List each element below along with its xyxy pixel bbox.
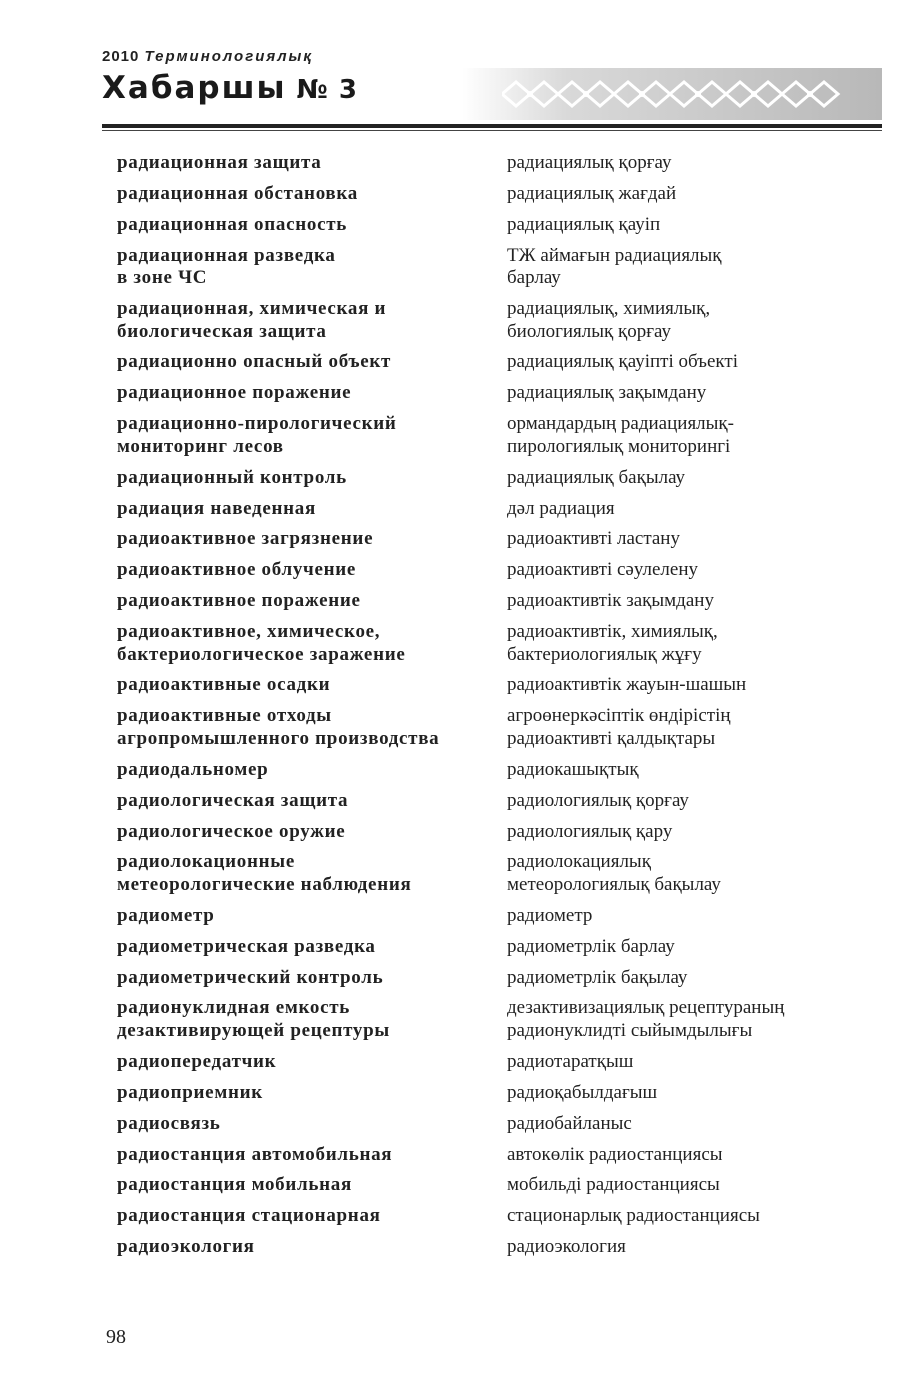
- term-ru: радиационно-пирологический мониторинг лесов: [117, 413, 397, 457]
- term-kk: радиоактивтік, химиялық, бактериологиялық жұғу: [507, 621, 718, 665]
- term-ru: радиометрический контроль: [117, 966, 384, 988]
- term-ru: радиационная опасность: [117, 213, 347, 235]
- glossary-entry: [117, 851, 857, 896]
- glossary-entry: [117, 382, 857, 405]
- ornament-band: [462, 68, 882, 120]
- term-ru: радиоактивное облучение: [117, 559, 357, 581]
- term-ru: радиодальномер: [117, 758, 269, 780]
- header-series: Терминологиялық: [144, 48, 313, 65]
- term-kk: радиокашықтық: [507, 758, 639, 780]
- page-header: [102, 44, 882, 132]
- term-kk: радиологиялық қару: [507, 820, 673, 842]
- term-kk: радиациялық жағдай: [507, 182, 677, 204]
- term-kk: радиометрлік бақылау: [507, 966, 688, 988]
- term-kk: дезактивизациялық рецептураның радионуклидті сыйымдылығы: [507, 997, 785, 1041]
- term-kk: ормандардың радиациялық- пирологиялық мониторингі: [507, 413, 734, 457]
- term-kk: радиолокациялық метеорологиялық бақылау: [507, 851, 721, 895]
- term-ru: радионуклидная емкость дезактивирующей рецептуры: [117, 997, 390, 1041]
- term-ru: радиация наведенная: [117, 497, 316, 519]
- header-year: 2010: [102, 48, 140, 65]
- term-ru: радиоактивные осадки: [117, 674, 331, 696]
- glossary-entry: [117, 498, 857, 521]
- glossary-entry: [117, 621, 857, 666]
- term-ru: радиационная разведка в зоне ЧС: [117, 244, 336, 289]
- glossary-entry: [117, 705, 857, 750]
- term-kk: радиотаратқыш: [507, 1050, 634, 1072]
- term-ru: радиометрическая разведка: [117, 935, 376, 957]
- term-kk: радиациялық қорғау: [507, 152, 672, 173]
- glossary-entry: [117, 997, 857, 1042]
- term-kk: радиобайланыс: [507, 1112, 632, 1134]
- term-ru: радиоприемник: [117, 1081, 263, 1103]
- term-ru: радиометр: [117, 904, 215, 926]
- term-kk: радиациялық, химиялық, биологиялық қорғау: [507, 298, 711, 342]
- glossary-entry: [117, 1113, 857, 1136]
- term-kk: радиоқабылдағыш: [507, 1081, 658, 1103]
- glossary-entry: [117, 1205, 857, 1228]
- glossary-entry: [117, 1236, 857, 1259]
- glossary-entry: [117, 759, 857, 782]
- glossary-entry: [117, 413, 857, 458]
- glossary-entry: [117, 821, 857, 844]
- glossary-entry: [117, 467, 857, 490]
- term-kk: радиоактивтік зақымдану: [507, 590, 714, 612]
- term-kk: радиоэкология: [507, 1236, 626, 1258]
- term-ru: радиационная обстановка: [117, 182, 358, 204]
- term-ru: радиоактивные отходы агропромышленного производства: [117, 705, 440, 749]
- term-kk: стационарлық радиостанциясы: [507, 1205, 760, 1227]
- term-kk: радиометрлік барлау: [507, 935, 675, 957]
- term-kk: радиологиялық қорғау: [507, 789, 689, 811]
- glossary-entry: [117, 590, 857, 613]
- term-ru: радиационное поражение: [117, 382, 352, 404]
- term-ru: радиационный контроль: [117, 466, 347, 488]
- term-ru: радиационная, химическая и биологическая защита: [117, 298, 387, 342]
- glossary-entry: [117, 967, 857, 990]
- term-ru: радиостанция автомобильная: [117, 1143, 393, 1165]
- glossary-entry: [117, 351, 857, 374]
- glossary-entry: [117, 152, 857, 175]
- term-ru: радиостанция стационарная: [117, 1205, 381, 1227]
- glossary-entry: [117, 298, 857, 343]
- term-ru: радиологическое оружие: [117, 820, 346, 842]
- header-year-line: [102, 48, 313, 65]
- term-kk: радиоактивті ластану: [507, 528, 680, 550]
- header-issue: № 3: [296, 75, 358, 105]
- term-ru: радиационная защита: [117, 152, 322, 173]
- glossary-entry: [117, 528, 857, 551]
- glossary-entry: [117, 559, 857, 582]
- term-ru: радиосвязь: [117, 1112, 221, 1134]
- term-kk: автокөлік радиостанциясы: [507, 1143, 723, 1165]
- term-ru: радиостанция мобильная: [117, 1174, 352, 1196]
- ornament-pattern-icon: [502, 80, 842, 108]
- term-ru: радиологическая защита: [117, 789, 349, 811]
- term-ru: радиационно опасный объект: [117, 351, 392, 373]
- term-kk: радиоактивті сәулелену: [507, 559, 699, 581]
- term-kk: радиациялық қауіпті объекті: [507, 351, 738, 373]
- term-ru: радиолокационные метеорологические наблюдения: [117, 851, 412, 895]
- term-ru: радиоэкология: [117, 1236, 255, 1258]
- term-kk: ТЖ аймағын радиациялық барлау: [507, 244, 722, 289]
- term-ru: радиоактивное загрязнение: [117, 528, 374, 550]
- glossary-entry: [117, 214, 857, 237]
- term-kk: радиациялық қауіп: [507, 213, 661, 235]
- term-kk: радиометр: [507, 904, 593, 926]
- glossary-entry: [117, 674, 857, 697]
- header-title: Хабаршы: [102, 70, 287, 106]
- term-kk: мобильді радиостанциясы: [507, 1174, 720, 1196]
- glossary-entry: [117, 905, 857, 928]
- glossary-entry: [117, 245, 857, 290]
- term-kk: радиоактивтік жауын-шашын: [507, 674, 747, 696]
- header-rule-thick: [102, 124, 882, 128]
- term-ru: радиоактивное поражение: [117, 590, 361, 612]
- term-ru: радиопередатчик: [117, 1050, 277, 1072]
- glossary-entry: [117, 1174, 857, 1197]
- term-kk: радиациялық бақылау: [507, 466, 686, 488]
- term-kk: дәл радиация: [507, 497, 615, 519]
- glossary-entry: [117, 1082, 857, 1105]
- page-number: 98: [106, 1326, 126, 1348]
- glossary-entry: [117, 1144, 857, 1167]
- glossary-list: [117, 152, 857, 1267]
- header-title-line: [102, 70, 358, 106]
- term-kk: агроөнеркәсіптік өндірістің радиоактивті қалдықтары: [507, 705, 731, 749]
- glossary-entry: [117, 790, 857, 813]
- header-rule-thin: [102, 130, 882, 131]
- glossary-entry: [117, 1051, 857, 1074]
- glossary-entry: [117, 183, 857, 206]
- term-kk: радиациялық зақымдану: [507, 382, 707, 404]
- term-ru: радиоактивное, химическое, бактериологическое заражение: [117, 621, 406, 665]
- glossary-entry: [117, 936, 857, 959]
